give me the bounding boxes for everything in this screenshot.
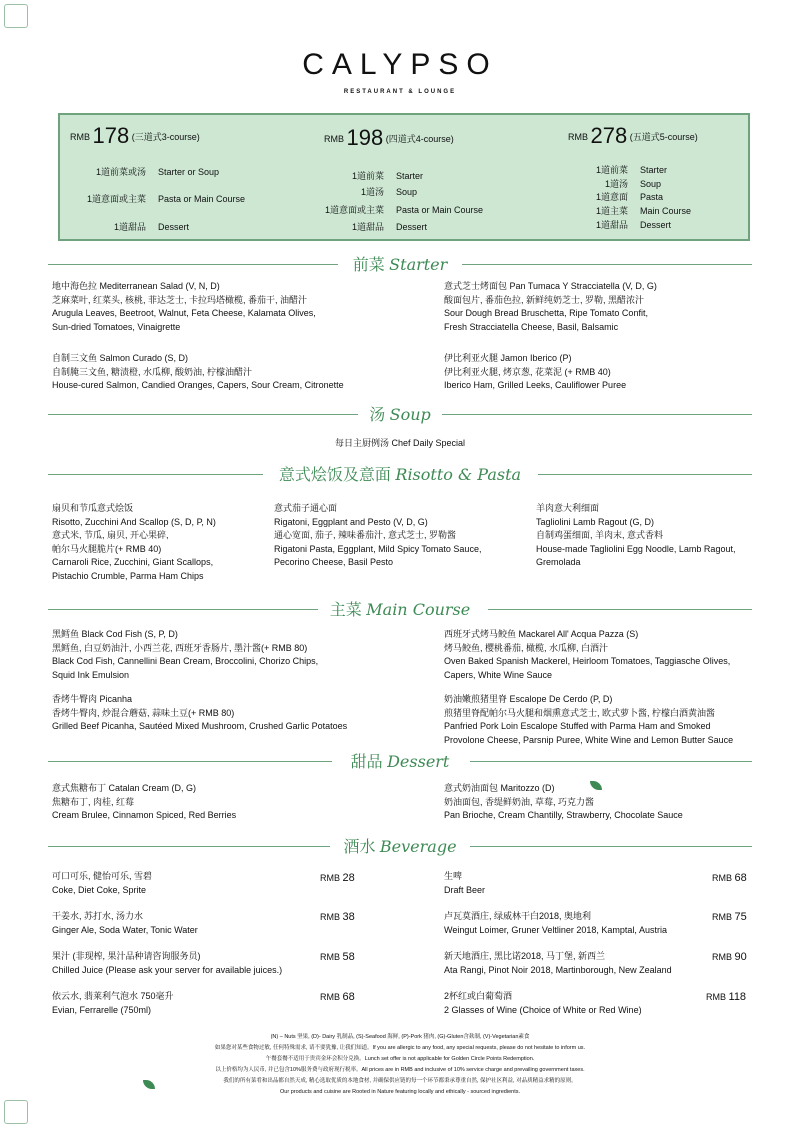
menu-item: 扇贝和节瓜意式烩饭 Risotto, Zucchini And Scallop (S, D, P, N) 意式米, 节瓜, 扇贝, 开心果碎, 帕尔马火腿脆片(+ RMB 40) Carnaroli Rice, Zucchini, Giant Scallops, Pistachio Crumble, Parma Ham Chips (52, 503, 216, 581)
beverage-price: RMB 68 (712, 872, 747, 884)
set-currency: RMB (568, 132, 588, 142)
beverage-price: RMB 118 (706, 991, 747, 1003)
set-currency: RMB (70, 132, 90, 142)
set-menu-box (58, 113, 750, 241)
menu-item: 香烤牛臀肉 Picanha 香烤牛臀肉, 炒混合蘑菇, 蒜味土豆(+ RMB 80) Grilled Beef Picanha, Sautéed Mixed Mushroom, Crushed Garlic Potatoes (52, 694, 348, 731)
beverage-price: RMB 28 (320, 872, 355, 884)
set-row: 1道意面或主菜 Pasta or Main Course (324, 205, 484, 215)
section-header-starter: 前菜 Starter (0, 252, 800, 276)
beverage-item: 果汁 (非现榨, 果汁品种请咨询服务员) Chilled Juice (Please ask your server for available juices.) (52, 951, 283, 975)
beverage-item: 2杯红或白葡萄酒 2 Glasses of Wine (Choice of White or Red Wine) (444, 991, 642, 1015)
menu-item: 奶油嫩煎猪里脊 Escalope De Cerdo (P, D) 煎猪里脊配帕尔马火腿和烟熏意式芝士, 欧式萝卜酱, 柠檬白酒黄油酱 Panfried Pork Loin Escalope Stuffed with Parma Ham and Smoked Provolone Cheese, Parsnip Puree, White Wine and Lemon Butter Sauce (444, 694, 734, 745)
set-price: 278 (590, 123, 628, 148)
set-row: 1道汤 Soup (360, 187, 418, 197)
set-row: 1道前菜 Starter (595, 165, 668, 175)
set-row: 1道主菜 Main Course (595, 206, 692, 216)
beverage-item: 新天地酒庄, 黑比诺2018, 马丁堡, 新西兰 Ata Rangi, Pinot Noir 2018, Martinborough, New Zealand (444, 951, 672, 975)
restaurant-logo: CALYPSO (302, 48, 498, 81)
corner-ornament-top-left (4, 4, 28, 28)
menu-item: 意式焦糖布丁 Catalan Cream (D, G) 焦糖布丁, 肉桂, 红莓 Cream Brulee, Cinnamon Spiced, Red Berries (52, 783, 237, 820)
section-header-main-course: 主菜 Main Course (0, 597, 800, 621)
set-price: 178 (92, 123, 130, 148)
menu-item: 意式奶油面包 Maritozzo (D) 奶油面包, 香缇鲜奶油, 草莓, 巧克力酱 Pan Brioche, Cream Chantilly, Strawberry, Chocolate Sauce (444, 783, 683, 820)
menu-item: 地中海色拉 Mediterranean Salad (V, N, D) 芝麻菜叶, 红菜头, 核桃, 菲达芝士, 卡拉玛塔橄榄, 番茄干, 油醋汁 Arugula Leaves, Beetroot, Walnut, Feta Cheese, Kalamata Olives, Sun-dried Tomatoes, Vinaigrette (52, 281, 316, 332)
menu-item: 羊肉意大利细面 Tagliolini Lamb Ragout (G, D) 自制鸡蛋细面, 羊肉末, 意式香料 House-made Tagliolini Egg Noodle, Lamb Ragout, Gremolada (536, 503, 736, 567)
footer-notes: (N) – Nuts 坚果, (D)- Dairy 乳制品, (S)-Seafood 海鲜, (P)-Pork 猪肉, (G)-Gluten含麸制, (V)-Vegetarian素食 如果您对某些食物过敏, 任何特殊需求, 请不要犹豫, 让我们知道。If you are allergic to any food, any special requests, please do not hesitate to inform us. 午餐套餐不适用于贵宾金环会积分兑换。Lunch set offer is not applicable for Golden Circle Points Redemption. 以上价格均为人民币, 并已包含10%服务费与政府现行税率。All prices are in RMB and inclusive of 10% service charge and prevailing government taxes. 我们的所有菜肴和出品都自然天成, 精心选取优质的本地食材, 并确保供应链的每一个环节都秉承尊重自然, 保护社区利益, 对品质精益求精的原则。 Our products and cuisine are Rooted in Nature featuring locally and ethically - sourced ingredients. (214, 1034, 586, 1095)
menu-item: 意式茄子通心面 Rigatoni, Eggplant and Pesto (V, D, G) 通心宽面, 茄子, 辣味番茄汁, 意式芝士, 罗勒酱 Rigatoni Pasta, Eggplant, Mild Spicy Tomato Sauce, Pecorino Cheese, Basil Pesto (274, 503, 482, 567)
set-row: 1道前菜 Starter (351, 171, 424, 181)
section-header-risotto-pasta: 意式烩饭及意面 Risotto & Pasta (0, 462, 800, 486)
menu-item: 伊比利亚火腿 Jamon Iberico (P) 伊比利亚火腿, 烤京葱, 花菜泥 (+ RMB 40) Iberico Ham, Grilled Leeks, Cauliflower Puree (444, 353, 627, 390)
set-row: 1道甜品 Dessert (113, 222, 190, 232)
beverage-price: RMB 68 (320, 991, 355, 1003)
section-header-beverage: 酒水 Beverage (0, 834, 800, 858)
set-label: (三道式3-course) (131, 132, 200, 142)
menu-item: 西班牙式烤马鲛鱼 Mackarel All' Acqua Pazza (S) 烤马鲛鱼, 樱桃番茄, 橄榄, 水瓜柳, 白酒汁 Oven Baked Spanish Mackerel, Heirloom Tomatoes, Taggiasche Olives, Capers, White Wine Sauce (444, 629, 731, 680)
beverage-item: 卢瓦莫酒庄, 绿威林干白2018, 奥地利 Weingut Loimer, Gruner Veltliner 2018, Kamptal, Austria (444, 911, 667, 935)
beverage-price: RMB 75 (712, 911, 747, 923)
set-price: 198 (346, 125, 384, 150)
beverage-price: RMB 38 (320, 911, 355, 923)
set-row: 1道汤 Soup (604, 179, 662, 189)
set-label: (四道式4-course) (385, 134, 454, 144)
set-label: (五道式5-course) (629, 132, 698, 142)
set-row: 1道甜品 Dessert (351, 222, 428, 232)
beverage-item: 生啤 Draft Beer (444, 871, 486, 895)
menu-item: 意式芝士烤面包 Pan Tumaca Y Stracciatella (V, D, G) 酸面包片, 番茄色拉, 新鲜纯奶芝士, 罗勒, 黑醋浓汁 Sour Dough Bread Bruschetta, Ripe Tomato Confit, Fresh Stracciatella Cheese, Basil, Balsamic (444, 281, 657, 332)
menu-item: 黑鳕鱼 Black Cod Fish (S, P, D) 黑鳕鱼, 白豆奶油汁, 小西兰花, 西班牙香肠片, 墨汁酱(+ RMB 80) Black Cod Fish, Cannellini Bean Cream, Broccolini, Chorizo Chips, Squid Ink Emulsion (52, 629, 319, 680)
section-header-soup: 汤 Soup (0, 402, 800, 426)
restaurant-subtitle: RESTAURANT & LOUNGE (343, 89, 457, 95)
set-currency: RMB (324, 134, 344, 144)
set-row: 1道前菜或汤 Starter or Soup (95, 167, 220, 177)
beverage-price: RMB 90 (712, 951, 747, 963)
set-row: 1道意面或主菜 Pasta or Main Course (86, 194, 246, 204)
beverage-price: RMB 58 (320, 951, 355, 963)
beverage-item: 干姜水, 苏打水, 汤力水 Ginger Ale, Soda Water, Tonic Water (52, 911, 198, 935)
beverage-item: 可口可乐, 健怡可乐, 雪碧 Coke, Diet Coke, Sprite (52, 871, 153, 895)
set-row: 1道意面 Pasta (595, 192, 664, 202)
soup-daily-special: 每日主厨例汤 Chef Daily Special (334, 438, 466, 448)
section-header-dessert: 甜品 Dessert (0, 749, 800, 773)
set-row: 1道甜品 Dessert (595, 220, 672, 230)
corner-ornament-bottom-left (4, 1100, 28, 1124)
menu-item: 自制三文鱼 Salmon Curado (S, D) 自制腌三文鱼, 糖渍橙, 水瓜柳, 酸奶油, 柠檬油醋汁 House-cured Salmon, Candied Oranges, Capers, Sour Cream, Citronette (52, 353, 344, 390)
beverage-item: 依云水, 翡莱利气泡水 750毫升 Evian, Ferrarelle (750ml) (52, 991, 174, 1015)
